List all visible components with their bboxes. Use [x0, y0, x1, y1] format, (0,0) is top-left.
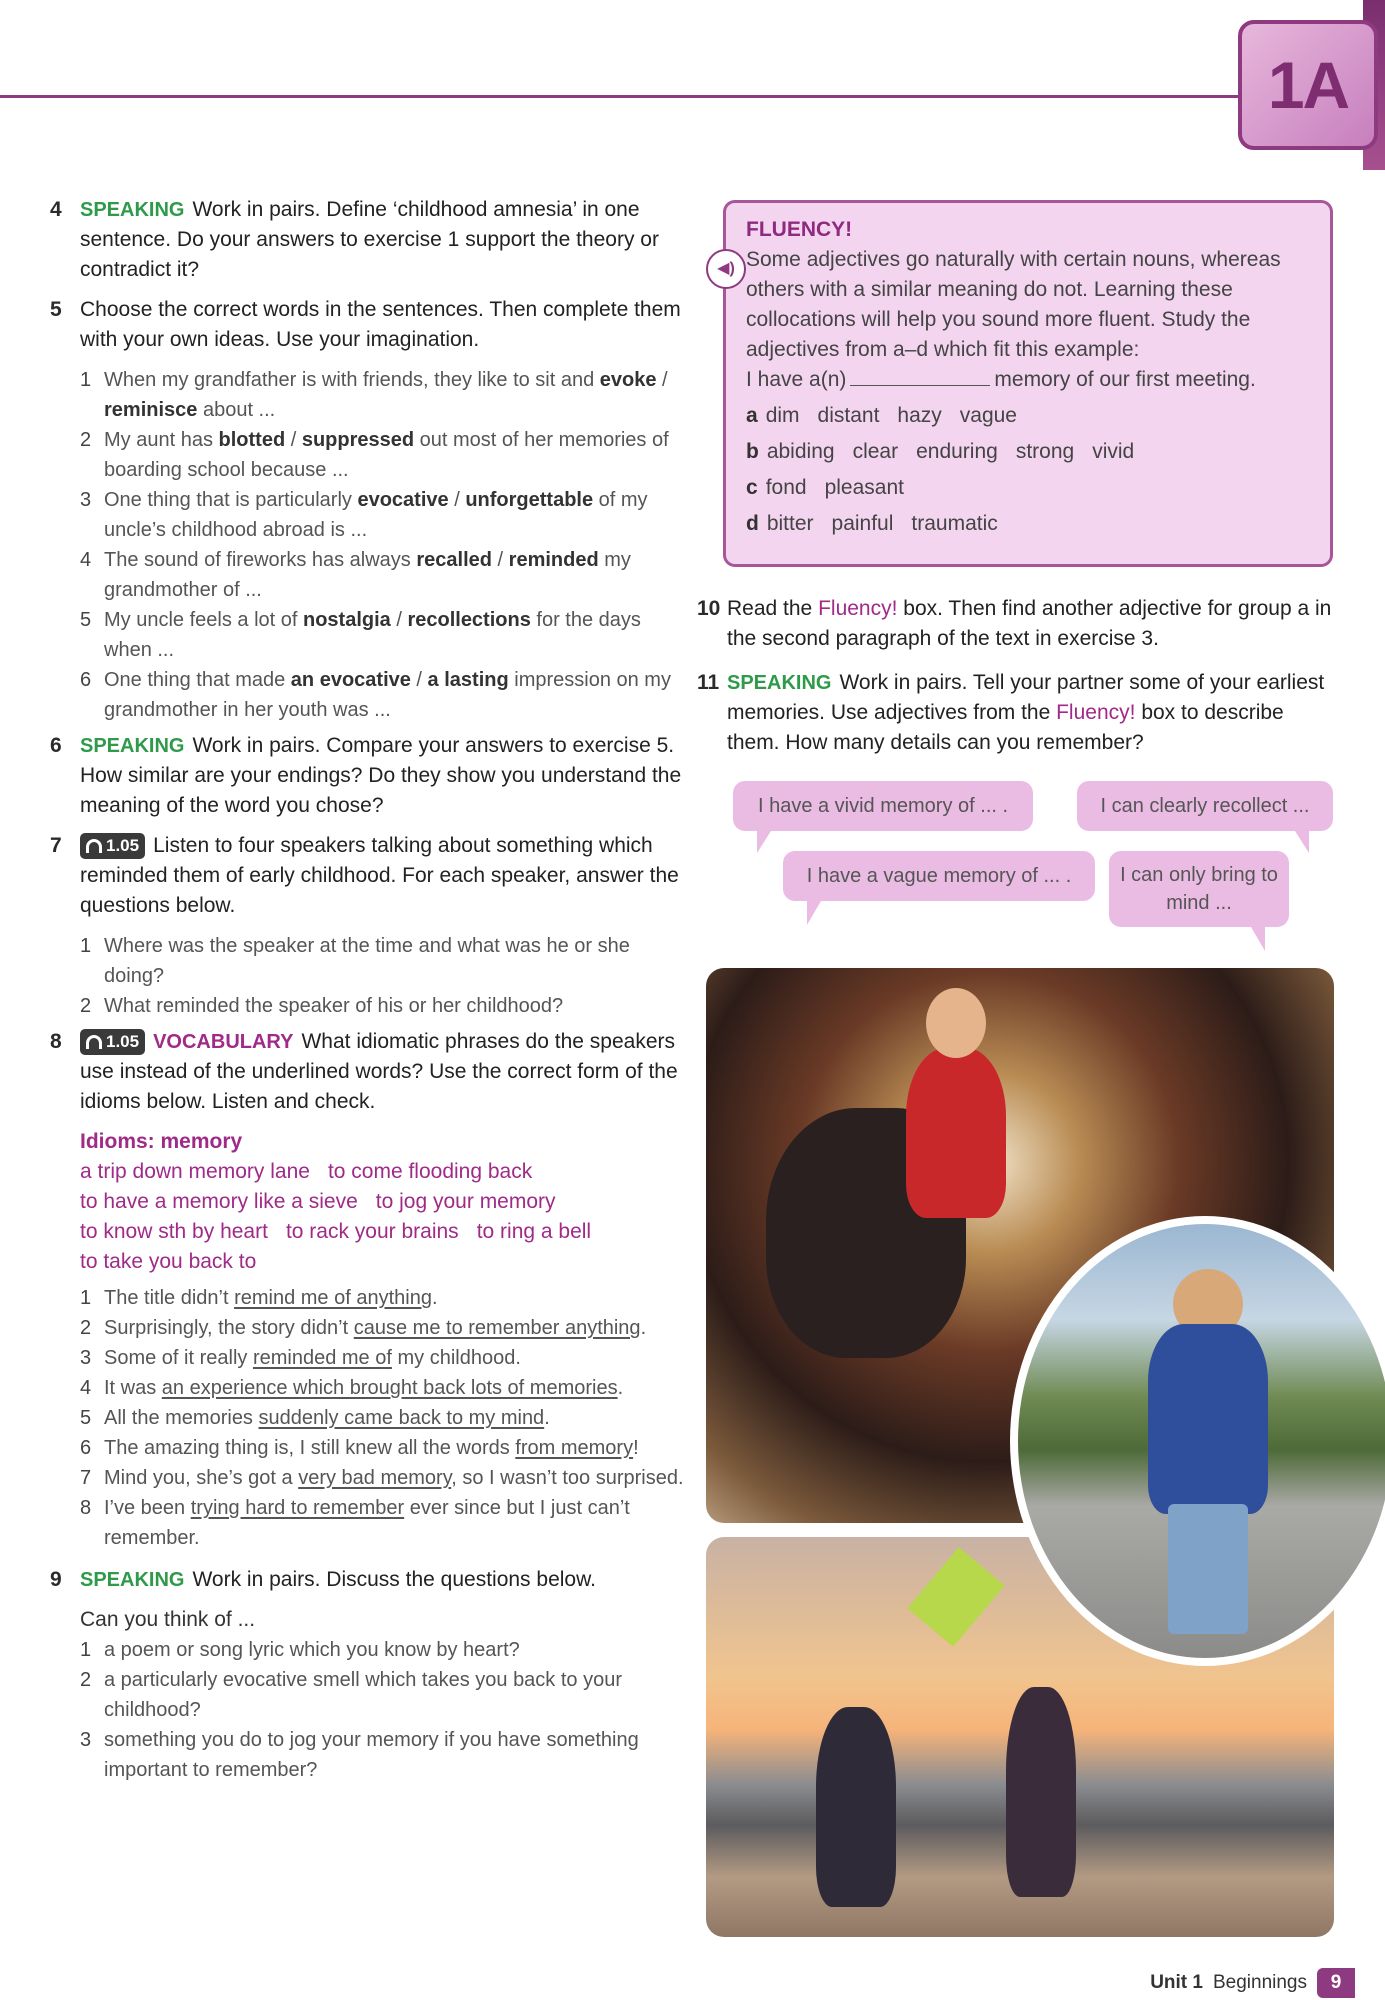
- child-silhouette: [816, 1707, 896, 1907]
- fluency-heading: FLUENCY!: [746, 218, 853, 241]
- adjective: abiding: [766, 440, 835, 463]
- item-text: Where was the speaker at the time and what was he or she doing?: [104, 935, 630, 987]
- item-number: 2: [80, 1317, 92, 1339]
- footer-unit: Unit 1: [1150, 1972, 1203, 1993]
- school-child-photo: [1010, 1216, 1385, 1666]
- adjective: clear: [852, 440, 899, 463]
- bubble-text: I have a vivid memory of ... .: [757, 795, 1009, 817]
- page-number: 9: [1317, 1968, 1355, 1998]
- group-letter: d: [746, 512, 759, 535]
- speaking-tag: SPEAKING: [80, 199, 185, 221]
- exercise-number: 9: [50, 1568, 62, 1591]
- item-text: of my uncle’s childhood abroad is ...: [104, 489, 648, 541]
- underlined-phrase: remind me of anything: [234, 1287, 432, 1309]
- item-number: 6: [80, 669, 92, 691]
- list-item: [80, 1493, 690, 1553]
- item-text: .: [431, 1287, 438, 1309]
- left-column: [50, 195, 690, 1791]
- option-word[interactable]: reminisce: [104, 399, 198, 421]
- headphones-icon: [86, 1035, 102, 1049]
- idioms-box: [50, 1127, 690, 1277]
- fluency-example: [746, 365, 1310, 395]
- group-letter: b: [746, 440, 759, 463]
- item-number: 5: [80, 609, 92, 631]
- idioms-heading: Idioms: memory: [80, 1130, 243, 1153]
- item-number: 1: [80, 1639, 92, 1661]
- option-word[interactable]: evocative: [357, 489, 449, 511]
- underlined-phrase: trying hard to remember: [190, 1497, 405, 1519]
- adjective: vague: [959, 404, 1017, 427]
- item-number: 8: [80, 1497, 92, 1519]
- speaking-tag: SPEAKING: [80, 735, 185, 757]
- child-silhouette: [1006, 1687, 1076, 1897]
- list-item: [80, 1343, 690, 1373]
- item-text: ever since but I just can’t remember.: [104, 1497, 630, 1549]
- exercise-number: 4: [50, 198, 62, 221]
- adjective: vivid: [1092, 440, 1135, 463]
- speaker-icon: ◀): [706, 249, 746, 289]
- option-separator: /: [410, 669, 428, 691]
- kite-shape: [907, 1547, 1004, 1647]
- speaking-tag: SPEAKING: [727, 672, 832, 694]
- fluency-highlight: Fluency!: [818, 597, 898, 620]
- item-number: 2: [80, 1669, 92, 1691]
- instruction-text: box to describe them. How many details can you remember?: [727, 701, 1284, 754]
- exercise-number: 10: [697, 597, 721, 620]
- item-number: 3: [80, 1347, 92, 1369]
- audio-track-button[interactable]: [80, 1029, 145, 1055]
- item-number: 2: [80, 429, 92, 451]
- exercise-4: [50, 195, 690, 285]
- option-word[interactable]: blotted: [218, 429, 286, 451]
- option-word[interactable]: an evocative: [290, 669, 411, 691]
- adjective: distant: [817, 404, 880, 427]
- item-number: 1: [80, 369, 92, 391]
- adjective-group-d: [746, 509, 1310, 539]
- item-text: The title didn’t: [104, 1287, 235, 1309]
- exercise-instruction: Work in pairs. Compare your answers to exercise 5. How similar are your endings? Do they show you understand the meaning of the word you chose?: [80, 734, 682, 817]
- audio-track-label: 1.05: [106, 836, 140, 856]
- item-text: It was: [104, 1377, 162, 1399]
- list-item: [80, 1463, 690, 1493]
- exercise-8: [50, 1027, 690, 1117]
- list-item: [80, 991, 690, 1021]
- item-text: One thing that is particularly: [104, 489, 358, 511]
- item-text: , so I wasn’t too surprised.: [451, 1467, 684, 1489]
- exercise-9-items: [50, 1635, 690, 1785]
- exercise-instruction: Choose the correct words in the sentences. Then complete them with your own ideas. Use your imagination.: [80, 298, 681, 351]
- bubble-text: I have a vague memory of ... .: [806, 865, 1072, 887]
- option-separator: /: [656, 369, 668, 391]
- item-number: 3: [80, 1729, 92, 1751]
- adjective: strong: [1015, 440, 1075, 463]
- option-separator: /: [448, 489, 466, 511]
- list-item: [80, 1725, 690, 1785]
- bubble-text: I can only bring to mind ...: [1120, 864, 1278, 914]
- item-text: my grandmother of ...: [104, 549, 631, 601]
- item-number: 1: [80, 935, 92, 957]
- list-item: [80, 1313, 690, 1343]
- unit-badge-label: 1A: [1267, 48, 1349, 122]
- backpack-shape: [1148, 1324, 1268, 1514]
- option-word[interactable]: recalled: [416, 549, 492, 571]
- item-number: 4: [80, 549, 92, 571]
- list-item: [80, 1373, 690, 1403]
- item-text: a particularly evocative smell which takes you back to your childhood?: [104, 1669, 623, 1721]
- option-separator: /: [285, 429, 302, 451]
- adjective: enduring: [916, 440, 998, 463]
- option-word[interactable]: reminded: [508, 549, 599, 571]
- item-text: my childhood.: [391, 1347, 521, 1369]
- item-text: When my grandfather is with friends, they like to sit and: [104, 369, 600, 391]
- fluency-box: [717, 200, 1333, 567]
- underlined-phrase: reminded me of: [252, 1347, 392, 1369]
- item-number: 4: [80, 1377, 92, 1399]
- item-number: 1: [80, 1287, 92, 1309]
- item-text: !: [633, 1437, 639, 1459]
- option-word[interactable]: nostalgia: [302, 609, 391, 631]
- item-number: 2: [80, 995, 92, 1017]
- exercise-7-items: [50, 931, 690, 1021]
- item-text: Some of it really: [104, 1347, 253, 1369]
- item-text: What reminded the speaker of his or her childhood?: [104, 995, 564, 1017]
- list-item: [80, 1665, 690, 1725]
- fluency-body: Some adjectives go naturally with certain nouns, whereas others with a similar meaning do not. Learning these collocations will help you sound more fluent. Study the adjectives from a–d which fit this example:: [746, 248, 1281, 361]
- adjective-group-a: [746, 401, 1310, 431]
- instruction-text: Read the: [727, 597, 819, 620]
- underlined-phrase: an experience which brought back lots of memories: [161, 1377, 618, 1399]
- speech-bubble: [1077, 781, 1333, 831]
- item-number: 3: [80, 489, 92, 511]
- adjective: dim: [765, 404, 800, 427]
- option-word[interactable]: recollections: [407, 609, 531, 631]
- exercise-instruction: Listen to four speakers talking about something which reminded them of early childhood. For each speaker, answer the questions below.: [80, 834, 679, 917]
- answer-blank[interactable]: [850, 366, 990, 386]
- item-text: out most of her memories of boarding school because ...: [104, 429, 669, 481]
- adjective-group-c: [746, 473, 1310, 503]
- instruction-text: box. Then find another adjective for group a in the second paragraph of the text in exercise 3.: [727, 597, 1332, 650]
- exercise-number: 11: [697, 671, 720, 694]
- list-item: [80, 365, 690, 425]
- idiom: to take you back to: [80, 1250, 257, 1273]
- item-text: Mind you, she’s got a: [104, 1467, 299, 1489]
- speech-bubble: [1109, 851, 1289, 927]
- item-text: The sound of fireworks has always: [104, 549, 417, 571]
- list-item: [80, 1433, 690, 1463]
- list-item: [80, 665, 690, 725]
- list-item: [80, 425, 690, 485]
- exercise-8-items: [50, 1283, 690, 1553]
- audio-track-button[interactable]: [80, 833, 145, 859]
- exercise-number: 6: [50, 734, 62, 757]
- list-item: [80, 605, 690, 665]
- adjective: traumatic: [911, 512, 998, 535]
- idiom: to rack your brains: [285, 1220, 459, 1243]
- exercise-number: 5: [50, 298, 62, 321]
- vocabulary-tag: VOCABULARY: [153, 1031, 294, 1053]
- idiom: to come flooding back: [327, 1160, 533, 1183]
- speaking-tag: SPEAKING: [80, 1569, 185, 1591]
- adjective: bitter: [766, 512, 814, 535]
- item-text: for the days when ...: [104, 609, 641, 661]
- list-item: [80, 1283, 690, 1313]
- exercise-11: [697, 668, 1337, 758]
- item-text: One thing that made: [104, 669, 291, 691]
- underlined-phrase: from memory: [515, 1437, 634, 1459]
- list-item: [80, 545, 690, 605]
- item-text: about ...: [197, 399, 276, 421]
- idiom: to know sth by heart: [80, 1220, 268, 1243]
- list-item: [80, 485, 690, 545]
- item-number: 7: [80, 1467, 92, 1489]
- option-word[interactable]: unforgettable: [465, 489, 594, 511]
- exercise-5: [50, 295, 690, 355]
- item-text: My uncle feels a lot of: [104, 609, 303, 631]
- exercise-instruction: What idiomatic phrases do the speakers use instead of the underlined words? Use the correct form of the idioms below. Listen and check.: [80, 1030, 678, 1113]
- underlined-phrase: very bad memory: [298, 1467, 452, 1489]
- item-text: All the memories: [104, 1407, 259, 1429]
- list-item: [80, 1403, 690, 1433]
- bubble-text: I can clearly recollect ...: [1100, 795, 1310, 817]
- exercise-9-subheading: Can you think of ...: [80, 1608, 256, 1631]
- idiom: to ring a bell: [476, 1220, 592, 1243]
- adjective-group-b: [746, 437, 1310, 467]
- item-text: I’ve been: [104, 1497, 191, 1519]
- child-legs: [1168, 1504, 1248, 1634]
- example-text: I have a(n): [746, 368, 847, 391]
- exercise-instruction: Work in pairs. Define ‘childhood amnesia’ in one sentence. Do your answers to exercise 1 support the theory or contradict it?: [80, 198, 659, 281]
- item-text: something you do to jog your memory if you have something important to remember?: [104, 1729, 639, 1781]
- child-figure: [906, 1048, 1006, 1218]
- adjective: hazy: [897, 404, 942, 427]
- item-text: Surprisingly, the story didn’t: [104, 1317, 354, 1339]
- audio-track-label: 1.05: [106, 1032, 140, 1052]
- list-item: [80, 931, 690, 991]
- adjective: pleasant: [824, 476, 904, 499]
- list-item: [80, 1635, 690, 1665]
- exercise-7: [50, 831, 690, 921]
- option-separator: /: [491, 549, 509, 571]
- speech-bubble: [783, 851, 1095, 901]
- adjective: fond: [765, 476, 807, 499]
- underlined-phrase: cause me to remember anything: [353, 1317, 641, 1339]
- exercise-6: [50, 731, 690, 821]
- adjective: painful: [831, 512, 894, 535]
- underlined-phrase: suddenly came back to my mind: [258, 1407, 545, 1429]
- exercise-10: [697, 594, 1337, 654]
- item-text: .: [640, 1317, 647, 1339]
- option-word[interactable]: a lasting: [427, 669, 509, 691]
- idiom: to have a memory like a sieve: [80, 1190, 358, 1213]
- idiom: to jog your memory: [375, 1190, 556, 1213]
- option-word[interactable]: evoke: [599, 369, 657, 391]
- item-text: a poem or song lyric which you know by heart?: [104, 1639, 520, 1661]
- item-text: .: [544, 1407, 550, 1429]
- exercise-instruction: [727, 597, 1331, 650]
- group-letter: c: [746, 476, 758, 499]
- footer-title: Beginnings: [1212, 1972, 1307, 1993]
- instruction-text: Work in pairs. Tell your partner some of your earliest memories. Use adjectives from the: [727, 671, 1325, 724]
- exercise-number: 7: [50, 834, 62, 857]
- item-text: impression on my grandmother in her youth was ...: [104, 669, 671, 721]
- item-text: The amazing thing is, I still knew all the words: [104, 1437, 516, 1459]
- idiom: a trip down memory lane: [80, 1160, 310, 1183]
- option-separator: /: [390, 609, 408, 631]
- example-text: memory of our first meeting.: [994, 368, 1256, 391]
- exercise-number: 8: [50, 1030, 62, 1053]
- item-text: .: [617, 1377, 624, 1399]
- unit-badge: [1238, 20, 1378, 150]
- headphones-icon: [86, 839, 102, 853]
- fluency-highlight: Fluency!: [1056, 701, 1136, 724]
- speech-bubble: [733, 781, 1033, 831]
- item-number: 6: [80, 1437, 92, 1459]
- exercise-9: [50, 1565, 690, 1595]
- exercise-5-items: [50, 365, 690, 725]
- child-head: [926, 988, 986, 1058]
- item-number: 5: [80, 1407, 92, 1429]
- group-letter: a: [746, 404, 758, 427]
- item-text: My aunt has: [104, 429, 219, 451]
- option-word[interactable]: suppressed: [301, 429, 415, 451]
- exercise-instruction: Work in pairs. Discuss the questions below.: [192, 1568, 596, 1591]
- header-rule: [0, 95, 1250, 98]
- page-footer: [1150, 1968, 1355, 1998]
